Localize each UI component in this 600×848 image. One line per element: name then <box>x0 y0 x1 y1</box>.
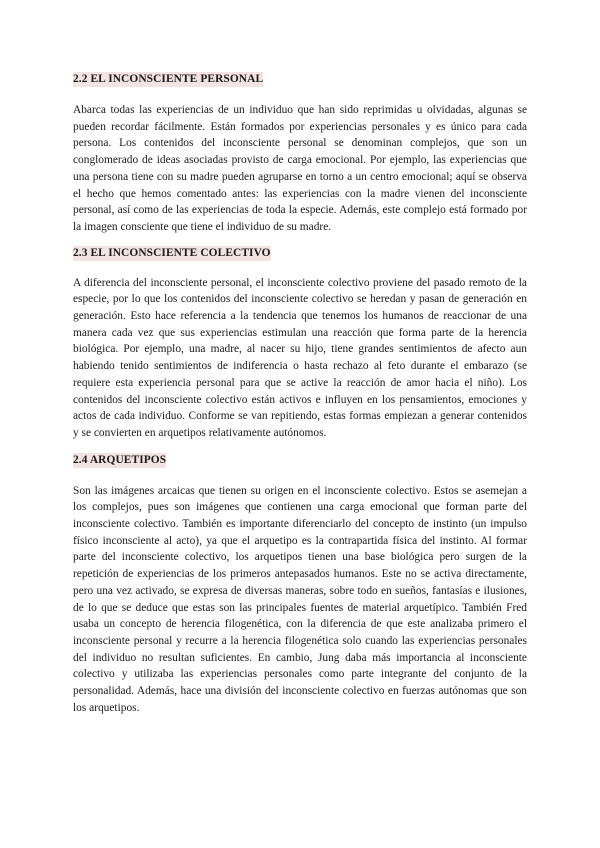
section-body-inconsciente-colectivo: A diferencia del inconsciente personal, el inconsciente colectivo proviene del pasado remoto de la especie, por lo que los contenidos del inconsciente colectivo se heredan y pasan de generación en generación. Esto hace referencia a la tendencia que tenemos los humanos de reaccionar de una manera cada vez que sus experiencias estimulan una reacción que forma parte de la herencia biológica. Por ejemplo, una madre, al nacer su hijo, tiene grandes sentimientos de afecto aun habiendo tenido sentimientos de indiferencia o hasta rechazo al feto durante el embarazo (se requiere esta experiencia personal para que se active la reacción de amor hacia el niño). Los contenidos del inconsciente colectivo están activos e influyen en los pensamientos, emociones y actos de cada individuo. Conforme se van repitiendo, estas formas empiezan a generar contenidos y se convierten en arquetipos relativamente autónomos. <box>73 276 527 439</box>
document-content <box>73 68 527 717</box>
section-body-inconsciente-personal: Abarca todas las experiencias de un individuo que han sido reprimidas u olvidadas, algunas se pueden recordar fácilmente. Están formados por experiencias personales y es único para cada persona. Los contenidos del inconsciente personal se denominan complejos, que son un conglomerado de ideas asociadas provisto de carga emocional. Por ejemplo, las experiencias que una persona tiene con su madre pueden agruparse en torno a un centro emocional; aquí se observa el hecho que hemos comentado antes: las experiencias con la madre vienen del inconsciente personal, así como de las experiencias de toda la especie. Además, este complejo está formado por la imagen consciente que tiene el individuo de su madre. <box>73 104 527 233</box>
section-body-arquetipos: Son las imágenes arcaicas que tienen su origen en el inconsciente colectivo. Estos se asemejan a los complejos, pues son imágenes que contienen una carga emocional que forman parte del inconsciente colectivo. También es importante diferenciarlo del concepto de instinto (un impulso físico inconsciente al acto), ya que el arquetipo es la contrapartida física del instinto. Al formar parte del inconsciente colectivo, los arquetipos tienen una base biológica pero surgen de la repetición de experiencias de los primeros antepasados humanos. Este no se activa directamente, pero una vez activado, se expresa de diversas maneras, sobre todo en sueños, fantasías e ilusiones, de lo que se deduce que estas son las principales fuentes de material arquetípico. También Fred usaba un concepto de herencia filogenética, con la diferencia de que este analizaba primero el inconsciente personal y recurre a la herencia filogenética solo cuando las experiencias personales del individuo no resultan suficientes. En cambio, Jung daba más importancia al inconsciente colectivo y utilizaba las experiencias personales como parte integrante del conjunto de la personalidad. Además, hace una división del inconsciente colectivo en fuerzas autónomas que son los arquetipos. <box>73 484 527 714</box>
section-heading-inconsciente-personal: 2.2 EL INCONSCIENTE PERSONAL <box>73 73 264 85</box>
section-heading-inconsciente-colectivo: 2.3 EL INCONSCIENTE COLECTIVO <box>73 246 271 259</box>
section-heading-arquetipos: 2.4 ARQUETIPOS <box>73 453 167 466</box>
